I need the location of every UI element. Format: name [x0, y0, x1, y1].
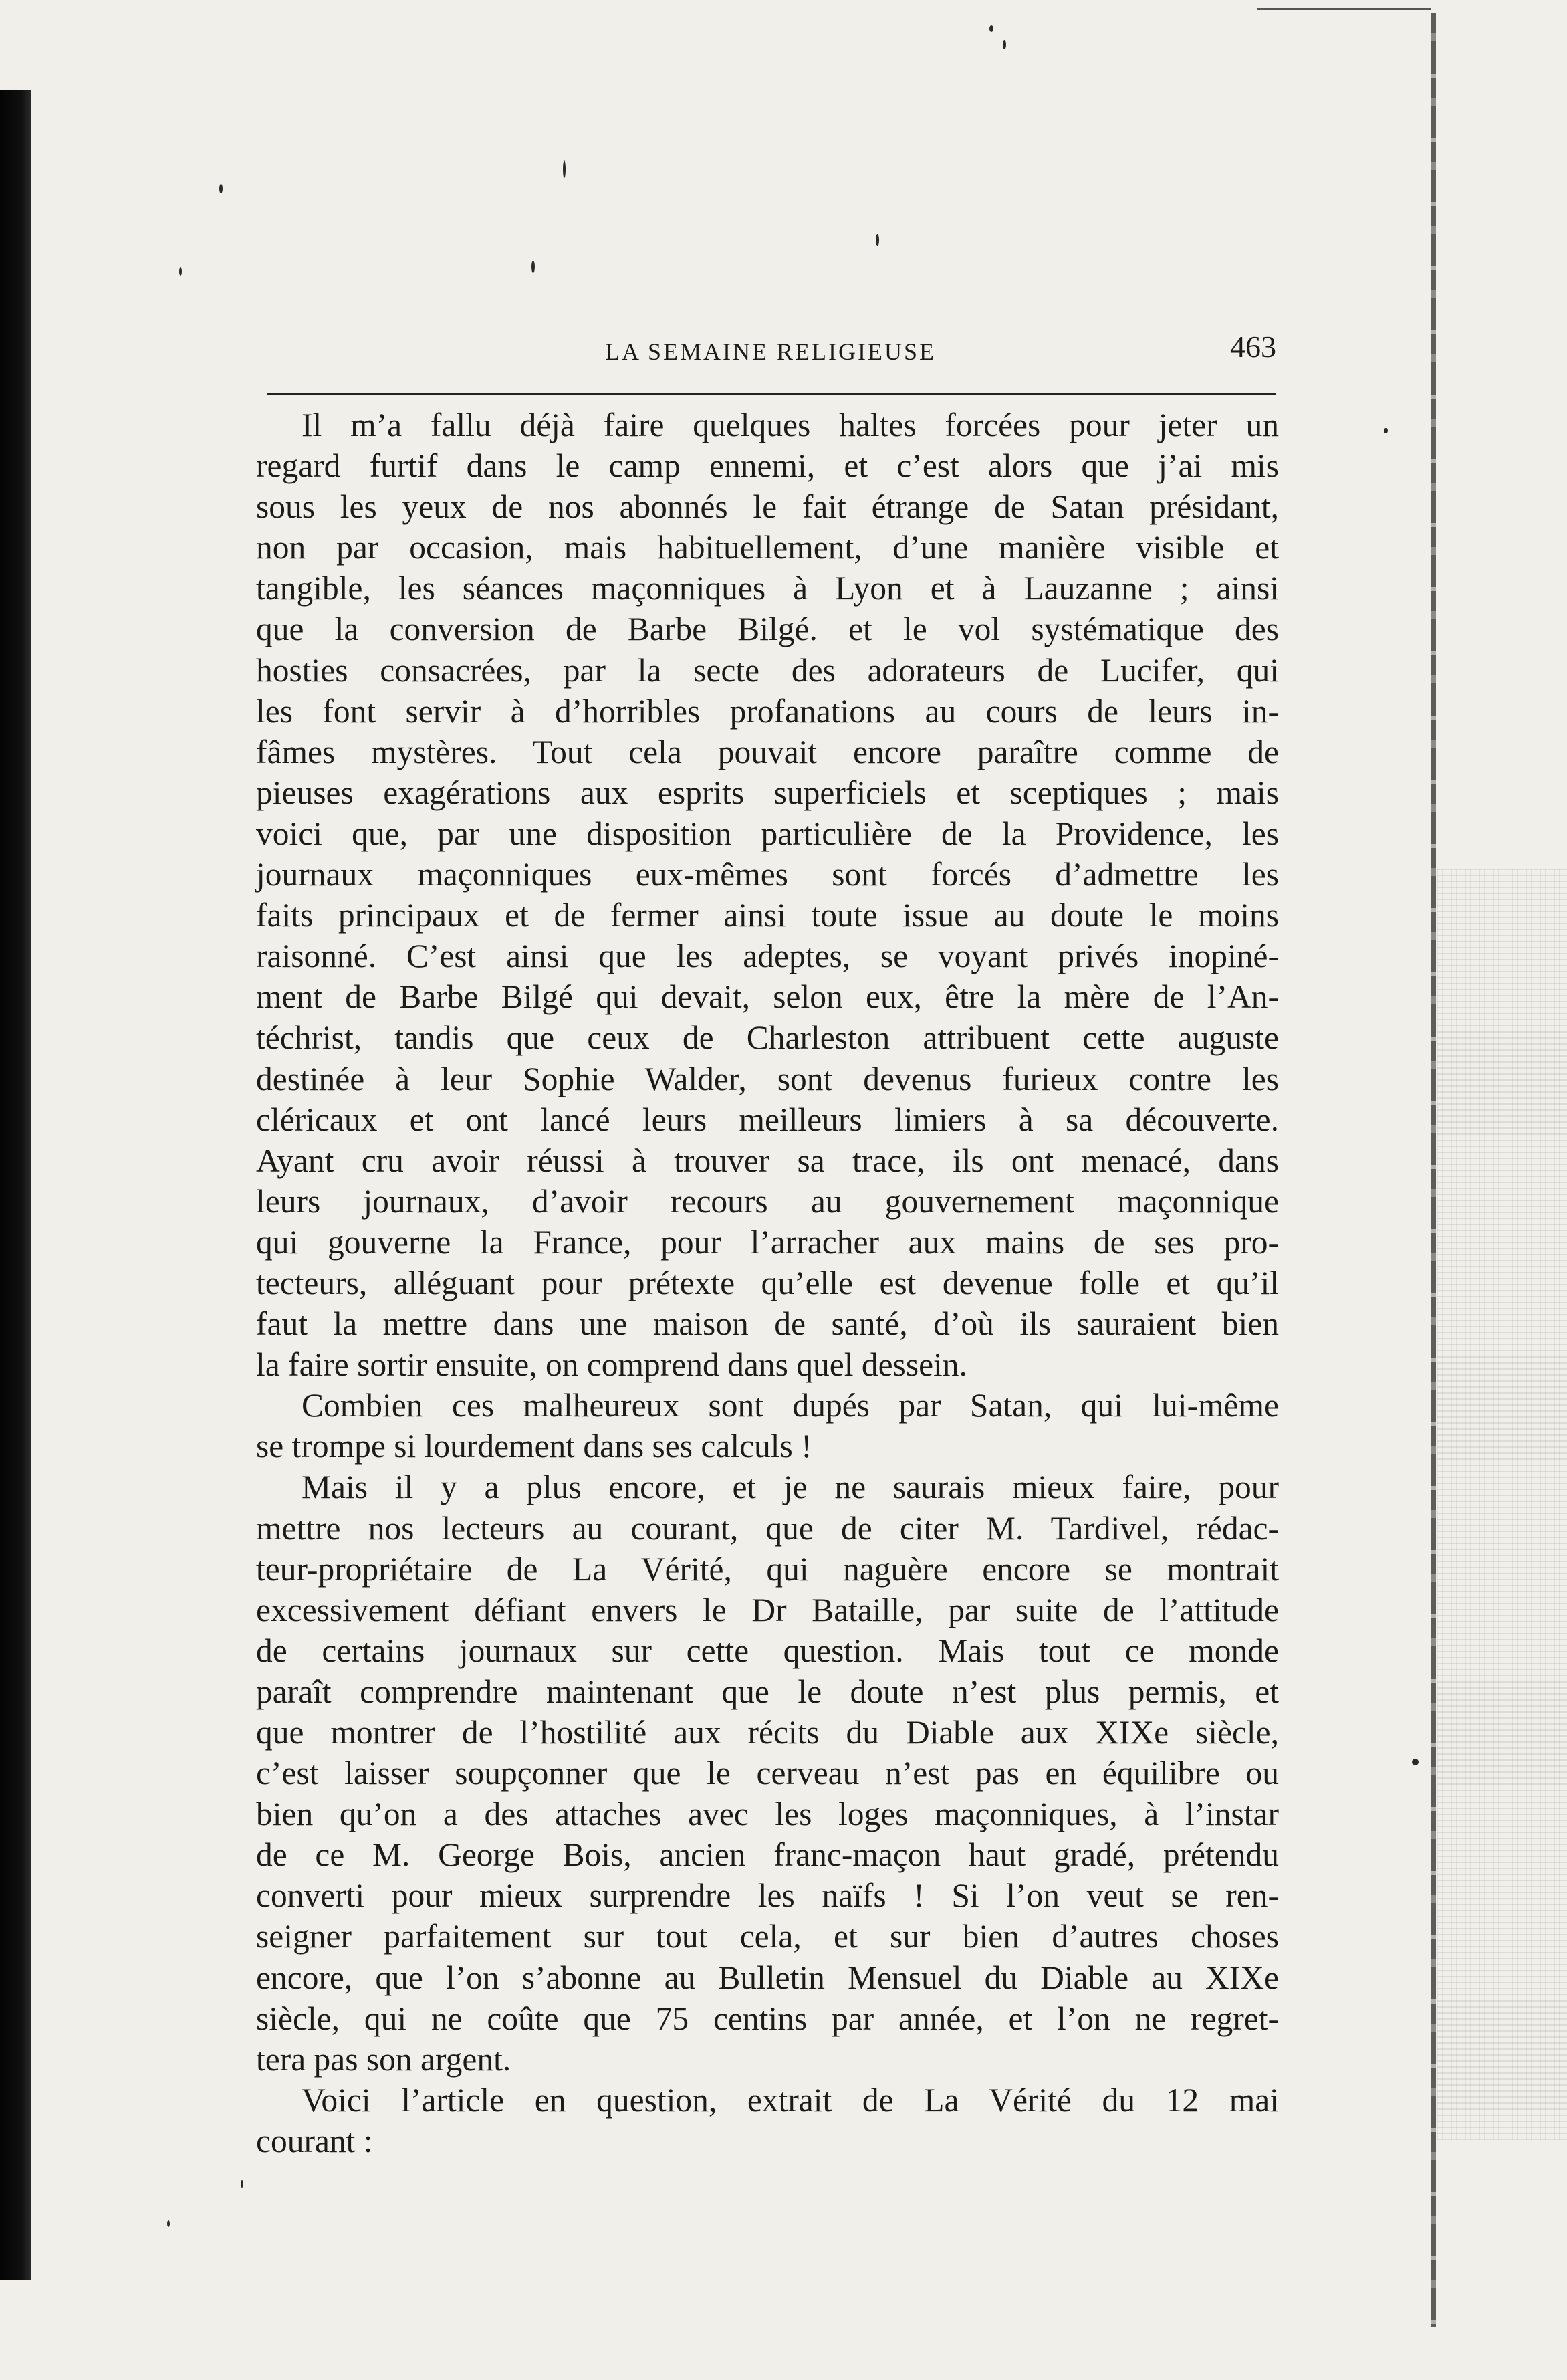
text-line: c’est laisser soupçonner que le cerveau n’est pas en équilibre ou: [256, 1755, 1279, 1792]
scan-speck: [531, 261, 535, 273]
running-head: LA SEMAINE RELIGIEUSE: [605, 338, 936, 365]
text-line: tera pas son argent.: [256, 2040, 511, 2078]
text-line: regard furtif dans le camp ennemi, et c’est alors que j’ai mis: [256, 447, 1279, 485]
article-body: [256, 405, 1279, 2161]
scan-speck: [989, 25, 993, 32]
text-line: leurs journaux, d’avoir recours au gouvernement maçonnique: [256, 1182, 1279, 1220]
text-line: tangible, les séances maçonniques à Lyon et à Lauzanne ; ainsi: [256, 570, 1279, 607]
scan-speck: [563, 160, 566, 178]
scan-speck: [219, 184, 223, 193]
text-line: que la conversion de Barbe Bilgé. et le vol systématique des: [256, 611, 1279, 648]
text-line: encore, que l’on s’abonne au Bulletin Mensuel du Diable au XIXe: [256, 1959, 1279, 1996]
scan-speck: [876, 234, 879, 246]
text-line: seigner parfaitement sur tout cela, et sur bien d’autres choses: [256, 1918, 1279, 1955]
text-line: Voici l’article en question, extrait de La Vérité du 12 mai: [302, 2081, 1279, 2119]
text-line: de certains journaux sur cette question. Mais tout ce monde: [256, 1632, 1279, 1669]
text-line: faits principaux et de fermer ainsi toute issue au doute le moins: [256, 897, 1279, 934]
text-line: non par occasion, mais habituellement, d’une manière visible et: [256, 529, 1279, 566]
text-line: journaux maçonniques eux-mêmes sont forcés d’admettre les: [256, 856, 1279, 893]
text-line: bien qu’on a des attaches avec les loges maçonniques, à l’instar: [256, 1796, 1279, 1833]
scan-speck: [167, 2220, 170, 2227]
text-line: Ayant cru avoir réussi à trouver sa trace, ils ont menacé, dans: [256, 1142, 1279, 1179]
scan-speck: [1384, 428, 1388, 433]
text-line: courant :: [256, 2122, 373, 2159]
text-line: fâmes mystères. Tout cela pouvait encore paraître comme de: [256, 733, 1279, 770]
scan-speck: [179, 267, 182, 276]
text-line: sous les yeux de nos abonnés le fait étrange de Satan présidant,: [256, 488, 1279, 526]
text-line: ment de Barbe Bilgé qui devait, selon eux, être la mère de l’An-: [256, 978, 1279, 1016]
text-line: raisonné. C’est ainsi que les adeptes, se voyant privés inopiné-: [256, 938, 1279, 975]
text-line: mettre nos lecteurs au courant, que de citer M. Tardivel, rédac-: [256, 1509, 1279, 1547]
page-edge-mark: [1257, 8, 1431, 10]
text-line: converti pour mieux surprendre les naïfs ! Si l’on veut se ren-: [256, 1877, 1279, 1915]
text-line: tecteurs, alléguant pour prétexte qu’elle est devenue folle et qu’il: [256, 1264, 1279, 1301]
text-line: Il m’a fallu déjà faire quelques haltes forcées pour jeter un: [302, 407, 1279, 443]
text-line: que montrer de l’hostilité aux récits du Diable aux XIXe siècle,: [256, 1714, 1279, 1751]
text-line: Mais il y a plus encore, et je ne saurais mieux faire, pour: [302, 1469, 1279, 1506]
text-line: qui gouverne la France, pour l’arracher aux mains de ses pro-: [256, 1223, 1279, 1261]
text-line: excessivement défiant envers le Dr Bataille, par suite de l’attitude: [256, 1591, 1279, 1628]
text-line: les font servir à d’horribles profanations au cours de leurs in-: [256, 692, 1279, 730]
text-line: la faire sortir ensuite, on comprend dans quel dessein.: [256, 1346, 967, 1384]
text-line: hosties consacrées, par la secte des adorateurs de Lucifer, qui: [256, 651, 1279, 689]
text-line: cléricaux et ont lancé leurs meilleurs limiers à sa découverte.: [256, 1101, 1279, 1138]
header-rule: [267, 393, 1276, 395]
text-line: se trompe si lourdement dans ses calculs !: [256, 1428, 812, 1465]
page-number: 463: [1230, 330, 1276, 364]
book-spine-shadow: [0, 90, 31, 2280]
text-line: faut la mettre dans une maison de santé, d’où ils sauraient bien: [256, 1305, 1279, 1343]
text-line: de ce M. George Bois, ancien franc-maçon haut gradé, prétendu: [256, 1836, 1279, 1874]
text-line: pieuses exagérations aux esprits superficiels et sceptiques ; mais: [256, 774, 1279, 811]
text-line: téchrist, tandis que ceux de Charleston attribuent cette auguste: [256, 1019, 1279, 1057]
scan-speck: [241, 2180, 243, 2188]
text-line: voici que, par une disposition particulière de la Providence, les: [256, 815, 1279, 852]
scan-noise: [1437, 869, 1567, 2140]
scan-speck: [1412, 1759, 1419, 1765]
page-edge-shadow: [1431, 13, 1436, 2327]
text-line: Combien ces malheureux sont dupés par Satan, qui lui-même: [302, 1387, 1279, 1424]
text-line: siècle, qui ne coûte que 75 centins par année, et l’on ne regret-: [256, 1999, 1279, 2037]
text-line: teur-propriétaire de La Vérité, qui naguère encore se montrait: [256, 1550, 1279, 1588]
text-line: paraît comprendre maintenant que le doute n’est plus permis, et: [256, 1672, 1279, 1710]
scan-speck: [1003, 40, 1006, 49]
text-line: destinée à leur Sophie Walder, sont devenus furieux contre les: [256, 1060, 1279, 1097]
